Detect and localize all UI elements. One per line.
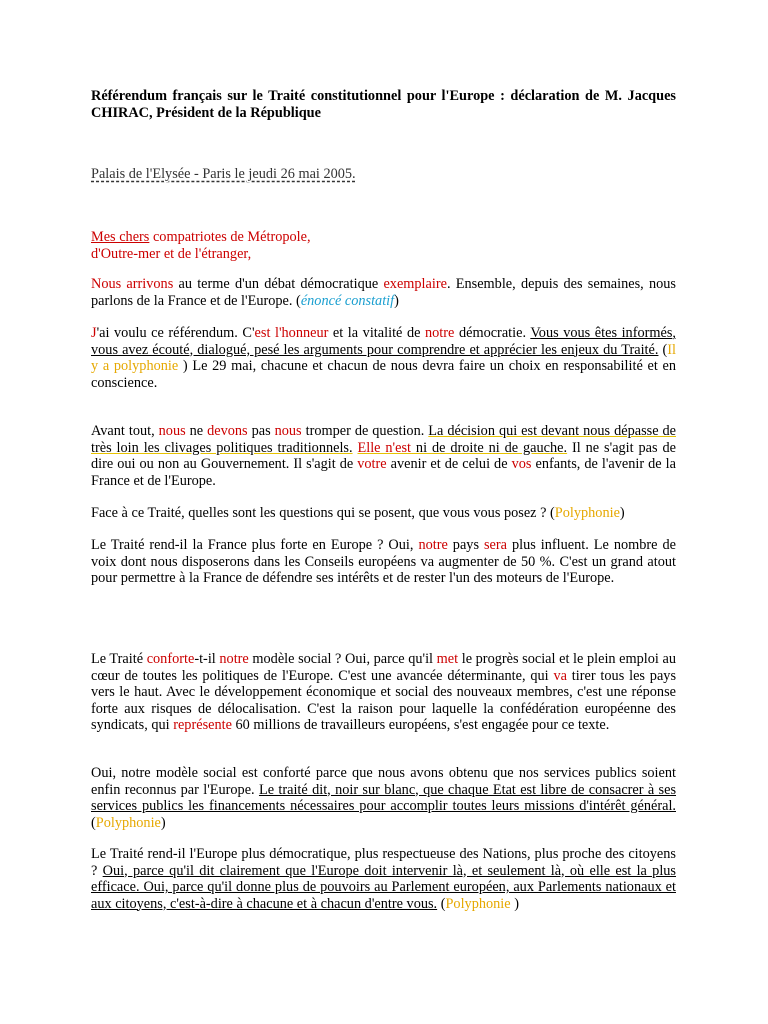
p1-text-f: ) — [394, 292, 399, 309]
p1-text-d: . Ensemble, depuis des semaines, nous parlons de la France et de l'Europe. ( — [91, 276, 676, 309]
p3-g: tromper de question. — [301, 423, 429, 439]
p3-b: nous — [158, 423, 186, 439]
p5-b: notre — [418, 537, 448, 553]
p2-annotation: Il y a polyphonie — [91, 341, 676, 374]
p6-h: va — [553, 667, 567, 684]
document-title: Référendum français sur le Traité constitutionnel pour l'Europe : déclaration de M. Jacques CHIRAC, Président de la République — [91, 88, 676, 121]
p4-a: Face à ce Traité, quelles sont les questions qui se posent, que vous vous posez ? ( — [91, 505, 555, 521]
p3-h: La décision qui est devant nous dépasse de très loin les clivages politiques traditionnels. — [91, 423, 677, 456]
p7-e: ) — [160, 814, 166, 831]
greeting-text-2: d'Outre-mer et de l'étranger, — [91, 245, 252, 262]
p3-f: nous — [274, 423, 302, 439]
p6-g: le progrès social et le plein emploi au cœur de toutes les politiques de l'Europe. C'est une avancée déterminante, qui — [91, 651, 677, 684]
paragraph-1 — [91, 276, 676, 309]
p3-d: devons — [207, 423, 248, 439]
greeting-text-1: compatriotes de Métropole, — [149, 229, 311, 245]
p6-c: -t-il — [194, 651, 220, 667]
p8-a: Le Traité rend-il l'Europe plus démocratique, plus respectueuse des Nations, plus proche des citoyens ? — [91, 846, 676, 879]
p8-annotation: Polyphonie — [445, 895, 511, 912]
paragraph-8 — [91, 846, 676, 912]
p5-c: pays — [447, 537, 484, 553]
p6-d: notre — [219, 651, 249, 667]
p7-c: ( — [91, 814, 96, 831]
p2-d: et la vitalité de — [328, 325, 425, 341]
p1-highlight-c: exemplaire — [383, 276, 447, 292]
p2-k: ) Le 29 mai, chacune et chacun de nous devra faire un choix en responsabilité et en conscience. — [91, 358, 676, 391]
greeting-highlight: Mes chers — [91, 229, 150, 245]
p2-i: ( — [658, 341, 668, 358]
p7-annotation: Polyphonie — [95, 814, 161, 831]
p8-b: Oui, parce qu'il dit clairement que l'Europe doit intervenir là, et seulement là, où elle est la plus efficace. Oui, parce qu'il donne plus de pouvoirs au Parlement européen, aux Parlements nationaux et aux citoyens, c'est-à-dire à chacune et à chacun d'entre vous. — [91, 862, 676, 912]
p1-annotation: énoncé constatif — [300, 292, 395, 309]
p6-j: représente — [173, 717, 232, 733]
p4-c: ) — [619, 505, 625, 521]
p2-a: J — [91, 325, 97, 341]
p6-b: conforte — [146, 651, 195, 667]
paragraph-3 — [91, 423, 676, 489]
p3-c: ne — [185, 423, 208, 439]
p6-i: tirer tous les pays vers le haut. Avec le développement économique et social des nouveaux membres, c'est une réponse forte aux risques de délocalisation. C'est la raison pour laquelle la confédération européenne des syndicats, qui — [91, 667, 677, 733]
p4-annotation: Polyphonie — [554, 505, 620, 521]
p6-e: modèle social ? Oui, parce qu'il — [248, 651, 437, 667]
p5-d: sera — [483, 537, 508, 553]
place-date-line: Palais de l'Elysée - Paris le jeudi 26 mai 2005. — [91, 166, 356, 182]
p3-p: enfants, de l'avenir de la France et de l'Europe. — [91, 456, 676, 489]
p3-a: Avant tout, — [91, 423, 159, 439]
p8-e: ) — [510, 895, 519, 912]
p8-c: ( — [437, 895, 446, 912]
p5-e: plus influent. Le nombre de voix dont nous disposerons dans les Conseils européens va augmenter de 50 %. C'est un grand atout pour permettre à la France de défendre ses intérêts et de rester l'un des moteurs de l'Europe. — [91, 537, 676, 586]
p2-c: est l'honneur — [254, 325, 329, 341]
paragraph-2 — [91, 325, 676, 391]
p3-e: pas — [247, 423, 275, 439]
p1-highlight-a: Nous arrivons — [91, 276, 174, 292]
p3-l: Il ne s'agit pas de dire oui ou non au Gouvernement. Il s'agit de — [91, 439, 676, 472]
p2-g — [530, 325, 672, 341]
p2-f: démocratie. — [454, 325, 531, 341]
p2-b: 'ai voulu ce référendum. C' — [96, 325, 255, 341]
p5-a: Le Traité rend-il la France plus forte en Europe ? Oui, — [91, 537, 419, 553]
paragraph-5 — [91, 537, 676, 587]
paragraph-4 — [91, 505, 676, 522]
p7-b: Le traité dit, noir sur blanc, que chaque Etat est libre de consacrer à ses services publics les financements nécessaires pour accomplir toutes leurs missions d'intérêt général. — [91, 781, 677, 814]
greeting — [91, 229, 676, 262]
p3-j: Elle n'est — [357, 439, 412, 456]
p2-e: notre — [425, 325, 455, 341]
p2-g-text: Vous vous êtes informés — [530, 325, 673, 341]
p7-a: Oui, notre modèle social est conforté parce que nous avons obtenu que nos services publics soient enfin reconnus par l'Europe. — [91, 765, 676, 798]
p3-m: votre — [357, 456, 387, 472]
p3-n: avenir et de celui de — [386, 456, 512, 472]
p6-k: 60 millions de travailleurs européens, s'est engagée pour ce texte. — [231, 717, 610, 733]
p3-k: ni de droite ni de gauche. — [411, 439, 568, 456]
p6-a: Le Traité — [91, 651, 147, 667]
p6-f: met — [436, 651, 459, 667]
p1-text-b: au terme d'un débat démocratique — [173, 276, 384, 292]
p2-h: , vous avez écouté, dialogué, pesé les arguments pour comprendre et apprécier les enjeux du Traité. — [91, 325, 676, 358]
paragraph-6 — [91, 651, 676, 734]
paragraph-7 — [91, 765, 676, 831]
p3-o: vos — [511, 456, 532, 472]
